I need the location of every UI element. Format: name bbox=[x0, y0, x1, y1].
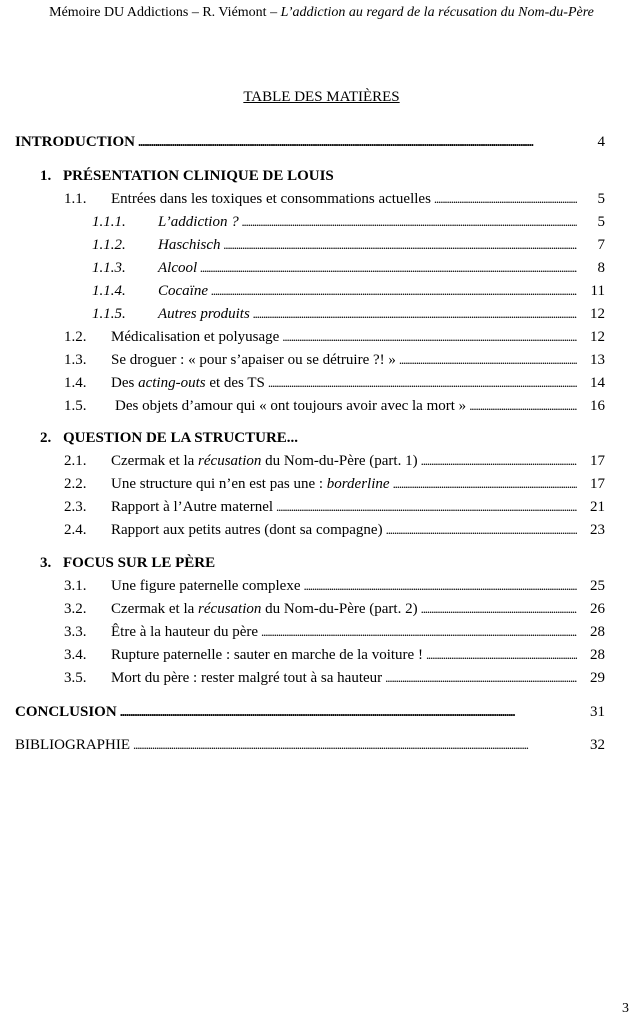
toc-entry-1-5[interactable] bbox=[64, 398, 605, 418]
dot-leader bbox=[242, 214, 577, 231]
toc-entry-1-4[interactable] bbox=[64, 375, 605, 395]
toc-entry-page: 11 bbox=[590, 283, 605, 299]
toc-entry-page: 12 bbox=[590, 306, 605, 322]
label-part: et des TS bbox=[205, 375, 265, 391]
toc-entry-3-4[interactable] bbox=[64, 647, 605, 667]
label-part-italic: récusation bbox=[198, 601, 262, 617]
toc-entry-page: 31 bbox=[590, 704, 605, 720]
toc-entry-number: 3.2. bbox=[64, 601, 87, 617]
toc-entry-label: Se droguer : « pour s’apaiser ou se détruire ?! » bbox=[111, 352, 396, 368]
toc-entry-1-3[interactable] bbox=[64, 352, 605, 372]
toc-entry-number: 1.1.4. bbox=[92, 283, 126, 299]
dot-leader bbox=[268, 375, 577, 392]
header-title: L’addiction au regard de la récusation du Nom-du-Père bbox=[280, 5, 594, 20]
toc-entry-label: Des objets d’amour qui « ont toujours avoir avec la mort » bbox=[115, 398, 467, 414]
toc-entry-page: 5 bbox=[597, 214, 605, 230]
toc-entry-introduction[interactable] bbox=[15, 134, 605, 154]
toc-entry-page: 28 bbox=[590, 624, 605, 640]
toc-entry-page: 13 bbox=[590, 352, 605, 368]
toc-entry-conclusion[interactable] bbox=[15, 704, 605, 724]
toc-entry-number: 1. bbox=[40, 168, 52, 184]
toc-entry-label: Autres produits bbox=[158, 306, 250, 322]
dot-leader bbox=[385, 670, 577, 687]
dot-leader bbox=[386, 522, 577, 539]
toc-section-1-heading[interactable] bbox=[40, 168, 605, 188]
toc-entry-number: 1.2. bbox=[64, 329, 87, 345]
toc-entry-number: 1.1.1. bbox=[92, 214, 126, 230]
toc-entry-label bbox=[111, 476, 390, 493]
label-part: du Nom-du-Père (part. 1) bbox=[261, 453, 418, 469]
dot-leader bbox=[133, 737, 577, 754]
toc-entry-number: 1.1.5. bbox=[92, 306, 126, 322]
toc-entry-page: 14 bbox=[590, 375, 605, 391]
dot-leader bbox=[282, 329, 577, 346]
toc-entry-label bbox=[111, 375, 265, 392]
dot-leader bbox=[304, 578, 578, 595]
toc-entry-number: 1.5. bbox=[64, 398, 87, 414]
toc-entry-page: 28 bbox=[590, 647, 605, 663]
toc-entry-label: Médicalisation et polyusage bbox=[111, 329, 280, 345]
header-prefix: Mémoire DU Addictions – R. Viémont – bbox=[49, 5, 281, 20]
toc-entry-label: BIBLIOGRAPHIE bbox=[15, 737, 130, 753]
toc-entry-label: L’addiction ? bbox=[158, 214, 239, 230]
toc-entry-1-1-5[interactable] bbox=[92, 306, 605, 326]
toc-entry-page: 16 bbox=[590, 398, 605, 414]
toc-entry-page: 7 bbox=[597, 237, 605, 253]
toc-entry-number: 3.3. bbox=[64, 624, 87, 640]
dot-leader bbox=[261, 624, 577, 641]
toc-entry-label: Entrées dans les toxiques et consommations actuelles bbox=[111, 191, 431, 207]
label-part-italic: récusation bbox=[198, 453, 262, 469]
toc-entry-page: 25 bbox=[590, 578, 605, 594]
toc-entry-number: 3. bbox=[40, 555, 52, 571]
dot-leader bbox=[200, 260, 577, 277]
toc-entry-3-3[interactable] bbox=[64, 624, 605, 644]
toc-entry-number: 3.4. bbox=[64, 647, 87, 663]
toc-entry-label: Alcool bbox=[158, 260, 198, 276]
toc-title: TABLE DES MATIÈRES bbox=[243, 89, 400, 105]
toc-entry-page: 23 bbox=[590, 522, 605, 538]
toc-entry-number: 2. bbox=[40, 430, 52, 446]
dot-leader bbox=[120, 704, 577, 721]
toc-entry-label bbox=[111, 453, 418, 470]
toc-entry-number: 1.4. bbox=[64, 375, 87, 391]
toc-entry-page: 26 bbox=[590, 601, 605, 617]
toc-entry-1-1-1[interactable] bbox=[92, 214, 605, 234]
label-part-italic: acting-outs bbox=[138, 375, 206, 391]
label-part: Des bbox=[111, 375, 139, 391]
dot-leader bbox=[211, 283, 577, 300]
toc-entry-number: 1.1.3. bbox=[92, 260, 126, 276]
toc-entry-2-3[interactable] bbox=[64, 499, 605, 519]
toc-entry-3-1[interactable] bbox=[64, 578, 605, 598]
dot-leader bbox=[393, 476, 577, 493]
dot-leader bbox=[224, 237, 578, 254]
toc-entry-2-4[interactable] bbox=[64, 522, 605, 542]
toc-entry-1-1-4[interactable] bbox=[92, 283, 605, 303]
label-part: du Nom-du-Père (part. 2) bbox=[261, 601, 418, 617]
toc-entry-number: 1.3. bbox=[64, 352, 87, 368]
toc-entry-number: 2.2. bbox=[64, 476, 87, 492]
toc-entry-number: 2.1. bbox=[64, 453, 87, 469]
label-part: Czermak et la bbox=[111, 453, 199, 469]
toc-entry-2-2[interactable] bbox=[64, 476, 605, 496]
toc-entry-3-2[interactable] bbox=[64, 601, 605, 621]
dot-leader bbox=[253, 306, 577, 323]
toc-entry-number: 1.1. bbox=[64, 191, 87, 207]
toc-entry-label: Cocaïne bbox=[158, 283, 208, 299]
toc-entry-label: CONCLUSION bbox=[15, 704, 117, 720]
toc-entry-label: Mort du père : rester malgré tout à sa hauteur bbox=[111, 670, 383, 686]
toc-entry-bibliographie[interactable] bbox=[15, 737, 605, 757]
toc-entry-number: 3.1. bbox=[64, 578, 87, 594]
label-part-italic: borderline bbox=[326, 476, 390, 492]
toc-entry-label: QUESTION DE LA STRUCTURE... bbox=[63, 430, 299, 446]
toc-entry-3-5[interactable] bbox=[64, 670, 605, 690]
dot-leader bbox=[421, 601, 577, 618]
toc-entry-page: 4 bbox=[597, 134, 605, 150]
label-part: Czermak et la bbox=[111, 601, 199, 617]
dot-leader bbox=[399, 352, 577, 369]
dot-leader bbox=[276, 499, 577, 516]
toc-entry-1-1-3[interactable] bbox=[92, 260, 605, 280]
toc-entry-label: INTRODUCTION bbox=[15, 134, 136, 150]
dot-leader bbox=[434, 191, 577, 208]
toc-section-2-heading[interactable] bbox=[40, 430, 605, 450]
toc-entry-label: Rapport aux petits autres (dont sa compagne) bbox=[111, 522, 383, 538]
toc-entry-1-1[interactable] bbox=[64, 191, 605, 211]
toc-entry-page: 21 bbox=[590, 499, 605, 515]
dot-leader bbox=[421, 453, 577, 470]
toc-entry-label: FOCUS SUR LE PÈRE bbox=[63, 555, 216, 571]
toc-entry-number: 2.3. bbox=[64, 499, 87, 515]
toc-entry-page: 8 bbox=[597, 260, 605, 276]
dot-leader bbox=[426, 647, 577, 664]
dot-leader bbox=[138, 134, 577, 151]
toc-entry-label: Haschisch bbox=[158, 237, 221, 253]
running-header bbox=[0, 5, 643, 21]
toc-entry-page: 12 bbox=[590, 329, 605, 345]
label-part: Une structure qui n’en est pas une : bbox=[111, 476, 327, 492]
page-number: 3 bbox=[622, 1001, 629, 1016]
toc-entry-number: 1.1.2. bbox=[92, 237, 126, 253]
dot-leader bbox=[469, 398, 577, 415]
toc-entry-label: Rapport à l’Autre maternel bbox=[111, 499, 274, 515]
toc-entry-2-1[interactable] bbox=[64, 453, 605, 473]
toc-entry-page: 17 bbox=[590, 453, 605, 469]
toc-entry-1-2[interactable] bbox=[64, 329, 605, 349]
toc-entry-label: PRÉSENTATION CLINIQUE DE LOUIS bbox=[63, 168, 334, 184]
toc-entry-page: 32 bbox=[590, 737, 605, 753]
toc-entry-number: 3.5. bbox=[64, 670, 87, 686]
toc-entry-page: 5 bbox=[597, 191, 605, 207]
toc-entry-label: Être à la hauteur du père bbox=[111, 624, 259, 640]
toc-entry-label bbox=[111, 601, 418, 618]
toc-entry-1-1-2[interactable] bbox=[92, 237, 605, 257]
toc-section-3-heading[interactable] bbox=[40, 555, 605, 575]
toc-entry-label: Une figure paternelle complexe bbox=[111, 578, 301, 594]
toc-entry-number: 2.4. bbox=[64, 522, 87, 538]
toc-entry-page: 17 bbox=[590, 476, 605, 492]
toc-entry-label: Rupture paternelle : sauter en marche de la voiture ! bbox=[111, 647, 423, 663]
toc-entry-page: 29 bbox=[590, 670, 605, 686]
